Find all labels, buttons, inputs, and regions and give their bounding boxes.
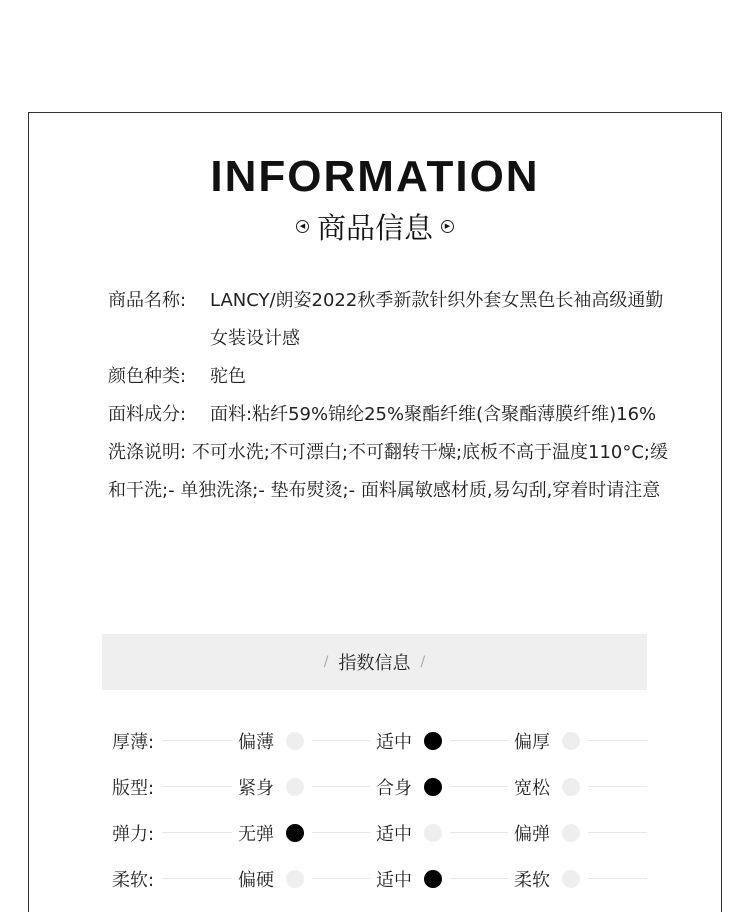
divider-line [162,832,232,833]
index-row-label: 版型: [112,778,155,799]
unselected-dot-icon [562,778,580,796]
title-cn-text: 商品信息 [316,211,433,245]
unselected-dot-icon [562,870,580,888]
info-key: 面料成分: [108,404,187,425]
circle-left-arrow-icon: ◀ [296,220,309,233]
index-option-label: 合身 [376,778,412,799]
index-row [112,810,647,856]
index-row-label: 弹力: [112,824,155,845]
divider-line [588,740,647,741]
index-option-label: 偏硬 [238,870,274,891]
divider-line [450,740,508,741]
index-option [376,774,442,800]
index-option [376,820,442,846]
divider-line [162,740,232,741]
divider-line [312,878,370,879]
selected-dot-icon [424,870,442,888]
index-option-label: 柔软 [514,870,550,891]
index-option-label: 适中 [376,732,412,753]
divider-line [588,786,647,787]
info-key: 洗涤说明: [108,442,187,463]
index-option-label: 偏厚 [514,732,550,753]
divider-line [162,878,232,879]
divider-line [312,740,370,741]
divider-line [588,878,647,879]
index-option-label: 偏弹 [514,824,550,845]
info-value: 驼色 [210,366,246,387]
info-row-color [108,358,668,396]
index-option [514,728,580,754]
divider-line [162,786,232,787]
info-value: 不可水洗;不可漂白;不可翻转干燥;底板不高于温度110°C;缓和干洗;- 单独洗涤;- 垫布熨烫;- 面料属敏感材质,易勾刮,穿着时请注意 [108,442,668,501]
index-option-label: 偏薄 [238,732,274,753]
index-option [238,820,304,846]
slash-left-icon: / [323,654,329,670]
index-option [514,820,580,846]
unselected-dot-icon [424,824,442,842]
divider-line [312,786,370,787]
info-row-name [108,282,668,358]
title-product-info [0,206,750,247]
divider-line [312,832,370,833]
unselected-dot-icon [562,824,580,842]
index-row [112,718,647,764]
index-option-label: 适中 [376,870,412,891]
selected-dot-icon [424,732,442,750]
title-information: INFORMATION [210,152,540,201]
selected-dot-icon [424,778,442,796]
info-key: 商品名称: [108,290,187,311]
index-row [112,856,647,902]
index-row-label: 厚薄: [112,732,155,753]
index-option [238,774,304,800]
index-option [376,728,442,754]
product-info-list [108,282,668,510]
info-key: 颜色种类: [108,366,187,387]
circle-right-arrow-icon: ▶ [441,220,454,233]
index-rows [112,718,647,902]
divider-line [588,832,647,833]
selected-dot-icon [286,824,304,842]
index-row-label: 柔软: [112,870,155,891]
index-option [514,774,580,800]
divider-line [450,786,508,787]
index-option [514,866,580,892]
info-row-fabric [108,396,668,434]
unselected-dot-icon [286,778,304,796]
info-row-washing [108,434,668,510]
index-info-header [102,634,647,690]
info-value: 面料:粘纤59%锦纶25%聚酯纤维(含聚酯薄膜纤维)16% [210,404,657,425]
divider-line [450,832,508,833]
index-option-label: 紧身 [238,778,274,799]
divider-line [450,878,508,879]
index-option [376,866,442,892]
index-option-label: 无弹 [238,824,274,845]
unselected-dot-icon [286,870,304,888]
index-option-label: 宽松 [514,778,550,799]
info-value: LANCY/朗姿2022秋季新款针织外套女黑色长袖高级通勤女装设计感 [210,290,664,349]
index-info-title: 指数信息 [338,653,411,674]
index-row [112,764,647,810]
slash-right-icon: / [420,654,426,670]
index-option [238,866,304,892]
index-option [238,728,304,754]
unselected-dot-icon [286,732,304,750]
unselected-dot-icon [562,732,580,750]
index-option-label: 适中 [376,824,412,845]
